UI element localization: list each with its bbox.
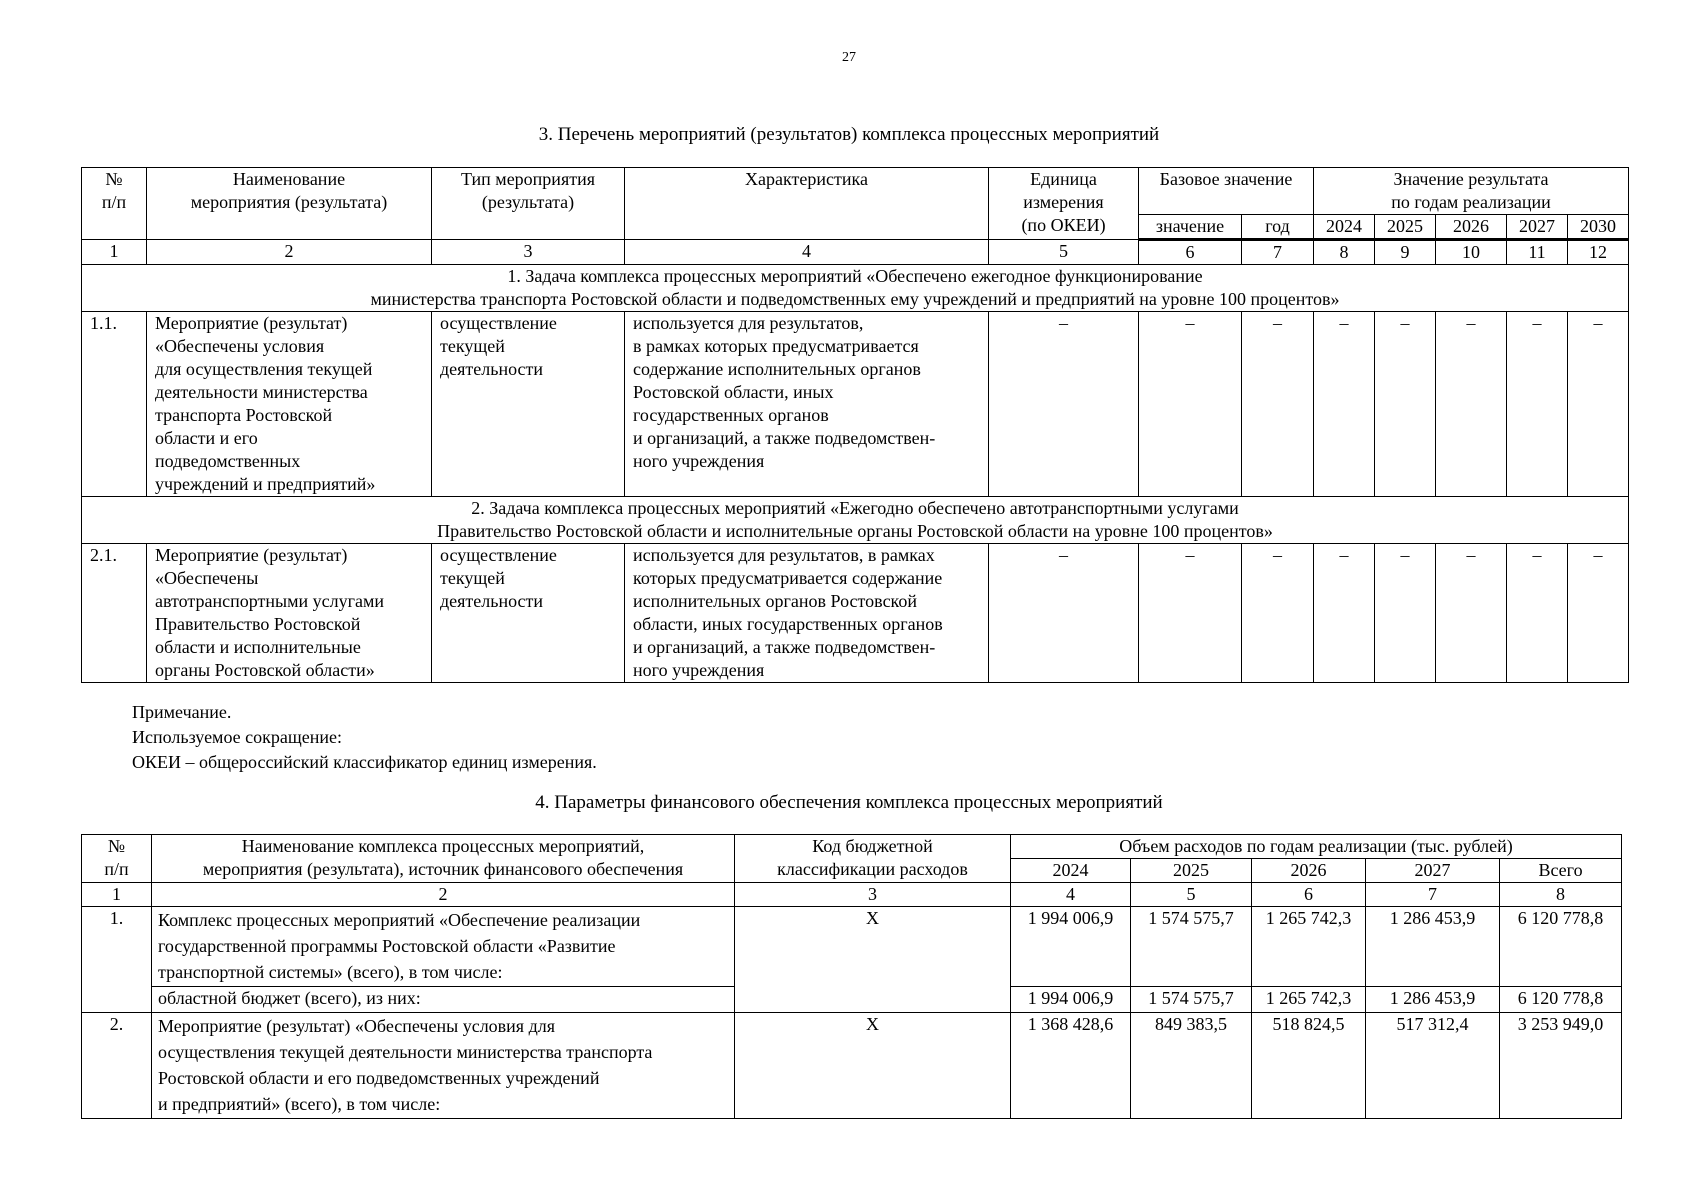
header-num: № п/п bbox=[82, 835, 152, 883]
col-number: 12 bbox=[1568, 240, 1629, 265]
row-value: – bbox=[1314, 544, 1375, 683]
row-value: – bbox=[1314, 312, 1375, 497]
row-name: Мероприятие (результат) «Обеспечены автотранспортными услугами Правительство Ростовской области и исполнительные органы Ростовской области» bbox=[147, 544, 432, 683]
section3-title: 3. Перечень мероприятий (результатов) комплекса процессных мероприятий bbox=[538, 124, 1160, 145]
row-name: областной бюджет (всего), из них: bbox=[152, 987, 735, 1013]
row-value: 1 574 575,7 bbox=[1131, 907, 1252, 987]
col-number: 7 bbox=[1242, 240, 1314, 265]
row-code: Х bbox=[735, 907, 1011, 1013]
header-volume: Объем расходов по годам реализации (тыс. рублей) bbox=[1011, 835, 1622, 859]
header-year: 2024 bbox=[1314, 215, 1375, 240]
row-value: – bbox=[1507, 312, 1568, 497]
row-value: – bbox=[1375, 544, 1436, 683]
row-num: 2. bbox=[82, 1013, 152, 1119]
row-value: 6 120 778,8 bbox=[1500, 987, 1622, 1013]
header-year: 2025 bbox=[1131, 859, 1252, 883]
row-value: 1 265 742,3 bbox=[1252, 987, 1366, 1013]
row-value: – bbox=[989, 312, 1139, 497]
col-number: 6 bbox=[1252, 883, 1366, 907]
col-number: 8 bbox=[1314, 240, 1375, 265]
row-value: – bbox=[1139, 544, 1242, 683]
header-base-value: значение bbox=[1139, 215, 1242, 240]
row-characteristic: используется для результатов, в рамках которых предусматривается содержание исполнительных органов Ростовской области, иных государственных органов и организаций, а также подведомствен- ного учреждения bbox=[625, 312, 989, 497]
col-number: 9 bbox=[1375, 240, 1436, 265]
row-value: – bbox=[1507, 544, 1568, 683]
col-number: 5 bbox=[1131, 883, 1252, 907]
col-number: 1 bbox=[82, 240, 147, 265]
row-value: 849 383,5 bbox=[1131, 1013, 1252, 1119]
row-num: 1.1. bbox=[82, 312, 147, 497]
header-year: 2025 bbox=[1375, 215, 1436, 240]
header-unit: Единица измерения (по ОКЕИ) bbox=[989, 168, 1139, 240]
col-number: 11 bbox=[1507, 240, 1568, 265]
header-num: № п/п bbox=[82, 168, 147, 240]
row-value: 517 312,4 bbox=[1366, 1013, 1500, 1119]
row-value: 3 253 949,0 bbox=[1500, 1013, 1622, 1119]
col-number: 4 bbox=[1011, 883, 1131, 907]
row-type: осуществление текущей деятельности bbox=[432, 544, 625, 683]
row-value: – bbox=[989, 544, 1139, 683]
header-year: 2026 bbox=[1436, 215, 1507, 240]
header-total: Всего bbox=[1500, 859, 1622, 883]
row-value: 518 824,5 bbox=[1252, 1013, 1366, 1119]
row-num: 2.1. bbox=[82, 544, 147, 683]
financing-table bbox=[81, 834, 1622, 1119]
row-num: 1. bbox=[82, 907, 152, 1013]
header-year: 2024 bbox=[1011, 859, 1131, 883]
row-name: Комплекс процессных мероприятий «Обеспечение реализации государственной программы Ростовской области «Развитие транспортной системы» (всего), в том числе: bbox=[152, 907, 735, 987]
header-result: Значение результата по годам реализации bbox=[1314, 168, 1629, 215]
row-characteristic: используется для результатов, в рамках которых предусматривается содержание исполнительных органов Ростовской области, иных государственных органов и организаций, а также подведомствен- ного учреждения bbox=[625, 544, 989, 683]
col-number: 4 bbox=[625, 240, 989, 265]
header-name: Наименование комплекса процессных мероприятий, мероприятия (результата), источник финансового обеспечения bbox=[152, 835, 735, 883]
row-code: Х bbox=[735, 1013, 1011, 1119]
header-type: Тип мероприятия (результата) bbox=[432, 168, 625, 240]
row-value: 1 368 428,6 bbox=[1011, 1013, 1131, 1119]
header-year: 2026 bbox=[1252, 859, 1366, 883]
header-year: 2027 bbox=[1366, 859, 1500, 883]
row-value: 1 574 575,7 bbox=[1131, 987, 1252, 1013]
col-number: 6 bbox=[1139, 240, 1242, 265]
note-abbreviation-label: Используемое сокращение: bbox=[132, 727, 342, 747]
col-number: 2 bbox=[152, 883, 735, 907]
row-value: 1 994 006,9 bbox=[1011, 907, 1131, 987]
row-value: – bbox=[1568, 312, 1629, 497]
row-value: 1 286 453,9 bbox=[1366, 987, 1500, 1013]
row-value: 1 994 006,9 bbox=[1011, 987, 1131, 1013]
row-type: осуществление текущей деятельности bbox=[432, 312, 625, 497]
row-value: – bbox=[1139, 312, 1242, 497]
header-base-year: год bbox=[1242, 215, 1314, 240]
header-base: Базовое значение bbox=[1139, 168, 1314, 215]
row-value: – bbox=[1568, 544, 1629, 683]
row-value: – bbox=[1436, 312, 1507, 497]
row-value: 6 120 778,8 bbox=[1500, 907, 1622, 987]
header-code: Код бюджетной классификации расходов bbox=[735, 835, 1011, 883]
col-number: 1 bbox=[82, 883, 152, 907]
page-number: 27 bbox=[842, 50, 856, 65]
row-value: – bbox=[1242, 544, 1314, 683]
task-2-heading: 2. Задача комплекса процессных мероприятий «Ежегодно обеспечено автотранспортными услугами Правительство Ростовской области и исполнительные органы Ростовской области на уровне 100 процентов» bbox=[82, 497, 1629, 544]
col-number: 7 bbox=[1366, 883, 1500, 907]
col-number: 3 bbox=[735, 883, 1011, 907]
note-abbreviation: ОКЕИ – общероссийский классификатор единиц измерения. bbox=[132, 752, 597, 772]
note-heading: Примечание. bbox=[132, 702, 232, 722]
row-name: Мероприятие (результат) «Обеспечены условия для осуществления текущей деятельности министерства транспорта Ростовской области и его подведомственных учреждений и предприятий» (всего), в том числе: bbox=[152, 1013, 735, 1119]
header-year: 2030 bbox=[1568, 215, 1629, 240]
row-value: – bbox=[1375, 312, 1436, 497]
col-number: 3 bbox=[432, 240, 625, 265]
header-characteristic: Характеристика bbox=[625, 168, 989, 240]
activities-table bbox=[81, 167, 1629, 683]
row-value: 1 286 453,9 bbox=[1366, 907, 1500, 987]
row-name: Мероприятие (результат) «Обеспечены условия для осуществления текущей деятельности министерства транспорта Ростовской области и его подведомственных учреждений и предприятий» bbox=[147, 312, 432, 497]
section4-title: 4. Параметры финансового обеспечения комплекса процессных мероприятий bbox=[535, 792, 1163, 813]
col-number: 2 bbox=[147, 240, 432, 265]
col-number: 8 bbox=[1500, 883, 1622, 907]
task-1-heading: 1. Задача комплекса процессных мероприятий «Обеспечено ежегодное функционирование министерства транспорта Ростовской области и подведомственных ему учреждений и предприятий на уровне 100 процентов» bbox=[82, 265, 1629, 312]
row-value: – bbox=[1436, 544, 1507, 683]
header-year: 2027 bbox=[1507, 215, 1568, 240]
col-number: 10 bbox=[1436, 240, 1507, 265]
col-number: 5 bbox=[989, 240, 1139, 265]
row-value: – bbox=[1242, 312, 1314, 497]
header-name: Наименование мероприятия (результата) bbox=[147, 168, 432, 240]
row-value: 1 265 742,3 bbox=[1252, 907, 1366, 987]
